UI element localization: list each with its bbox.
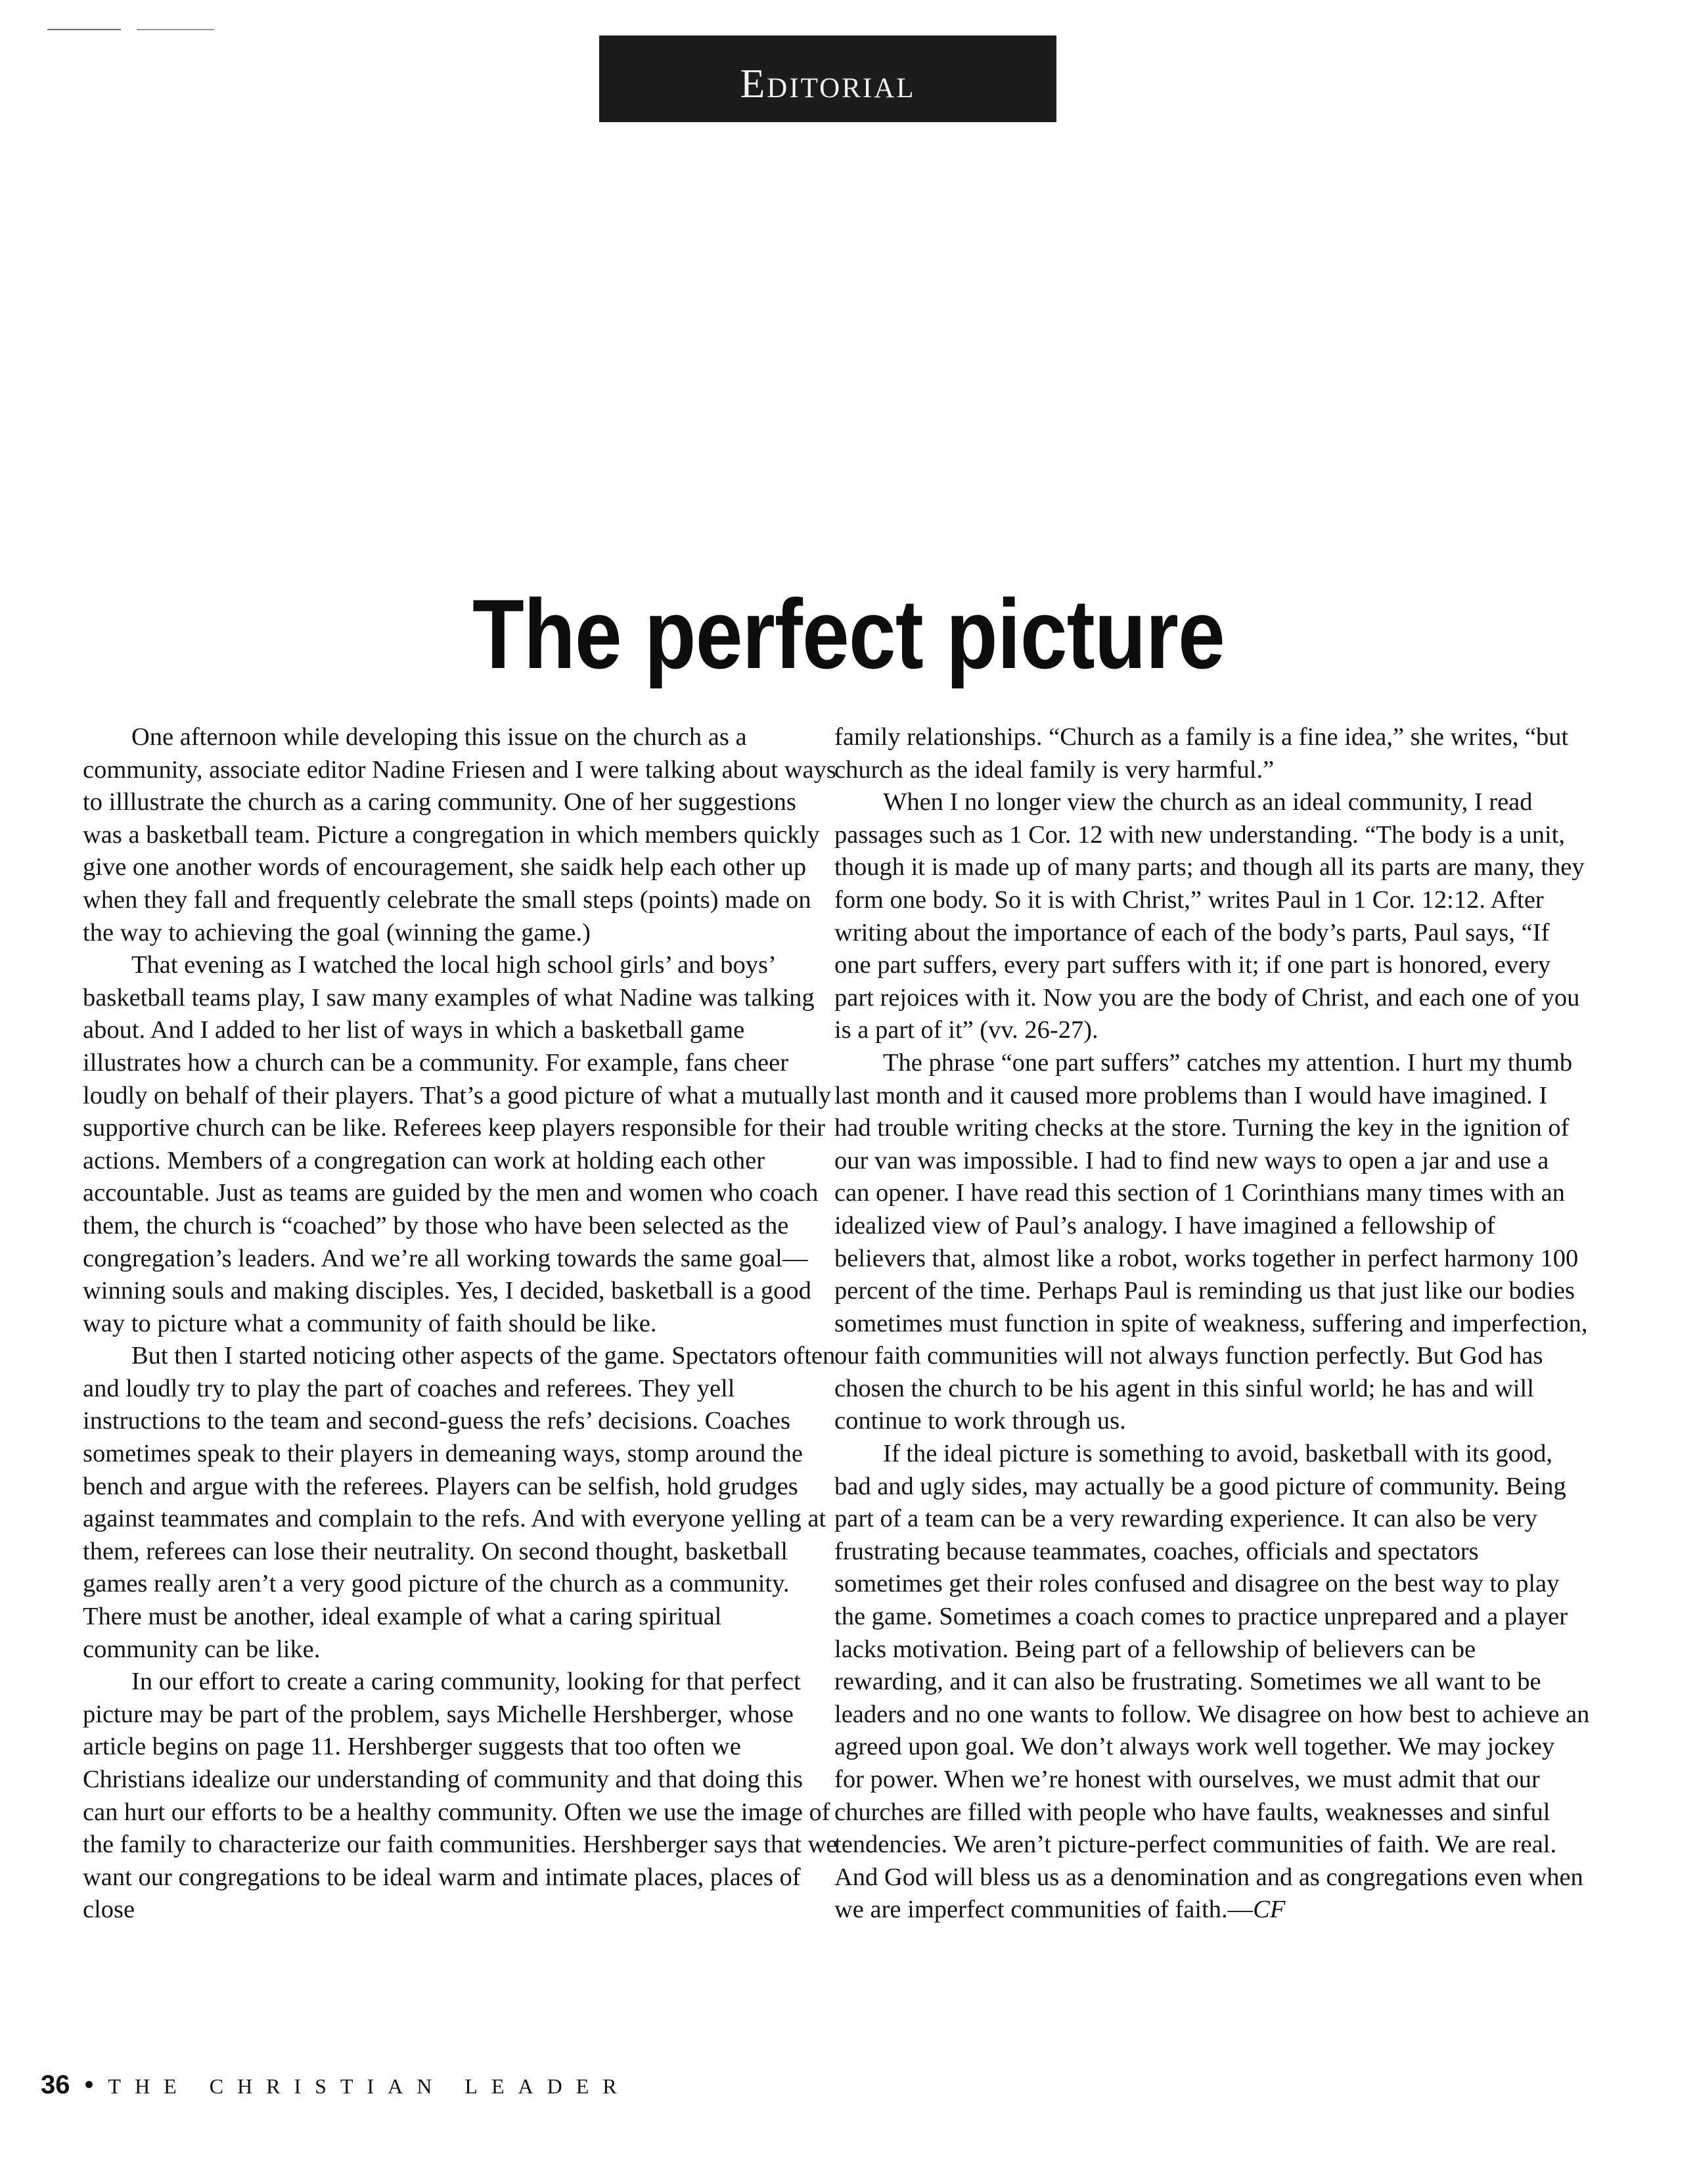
article-paragraph: The phrase “one part suffers” catches my attention. I hurt my thumb last month and it caused more problems than I would have imagined. I had trouble writing checks at the store. Turning the key in the ignition of our van was impossible. I had to find new ways to open a jar and use a can opener. I have read this section of 1 Corinthians many times with an idealized view of Paul’s analogy. I have imagined a fellowship of believers that, almost like a robot, works together in perfect harmony 100 percent of the time. Perhaps Paul is reminding us that just like our bodies sometimes must function in spite of weakness, suffering and imperfection, our faith communities will not always function perfectly. But God has chosen the church to be his agent in this sinful world; he has and will continue to work through us. bbox=[834, 1048, 1588, 1435]
article-paragraph: In our effort to create a caring community, looking for that perfect picture may be part of the problem, says Michelle Hershberger, whose article begins on page 11. Hershberger suggests that too often we Christians idealize our understanding of community and that doing this can hurt our efforts to be a healthy community. Often we use the image of the family to characterize our faith communities. Hershberger says that we want our congregations to be ideal warm and intimate places, places of close bbox=[83, 1668, 838, 1924]
article-paragraph: That evening as I watched the local high school girls’ and boys’ basketball teams play, I saw many examples of what Nadine was talking about. And I added to her list of ways in which a basketball game illustrates how a church can be a community. For example, fans cheer loudly on behalf of their players. That’s a good picture of what a mutually supportive church can be like. Referees keep players responsible for their actions. Members of a congregation can work at holding each other accountable. Just as teams are guided by the men and women who coach them, the church is “coached” by those who have been selected as the congregation’s leaders. And we’re all working towards the same goal—winning souls and making disciples. Yes, I decided, basketball is a good way to picture what a community of faith should be like. bbox=[83, 951, 832, 1337]
section-banner bbox=[599, 35, 1056, 122]
footer-separator: • bbox=[84, 2070, 94, 2099]
article-column-right bbox=[834, 721, 1590, 1927]
article-paragraph: But then I started noticing other aspects of the game. Spectators often and loudly try to play the part of coaches and referees. They yell instructions to the team and second-guess the refs’ decisions. Coaches sometimes speak to their players in demeaning ways, stomp around the bench and argue with the referees. Players can be selfish, hold grudges against teammates and complain to the refs. And with everyone yelling at them, referees can lose their neutrality. On second thought, basketball games really aren’t a very good picture of the church as a community. There must be another, ideal example of what a caring spiritual community can be like. bbox=[83, 1342, 836, 1663]
page-footer bbox=[41, 2070, 631, 2100]
article-paragraph: When I no longer view the church as an ideal community, I read passages such as 1 Cor. 12 with new understanding. “The body is a unit, though it is made up of many parts; and though all its parts are many, they form one body. So it is with Christ,” writes Paul in 1 Cor. 12:12. After writing about the importance of each of the body’s parts, Paul says, “If one part suffers, every part suffers with it; if one part is honored, every part rejoices with it. Now you are the body of Christ, and each one of you is a part of it” (vv. 26-27). bbox=[834, 788, 1585, 1044]
magazine-name: THE CHRISTIAN LEADER bbox=[108, 2074, 631, 2098]
article-column-left bbox=[83, 721, 838, 1927]
page-number: 36 bbox=[41, 2070, 70, 2099]
section-label: Editorial bbox=[740, 62, 916, 106]
top-rule-right bbox=[137, 29, 214, 30]
author-signature: CF bbox=[1253, 1896, 1286, 1924]
article-paragraph: One afternoon while developing this issue on the church as a community, associate editor Nadine Friesen and I were talking about ways to illlustrate the church as a caring community. One of her suggestions was a basketball team. Picture a congregation in which members quickly give one another words of encouragement, she saidk help each other up when they fall and frequently celebrate the small steps (points) made on the way to achieving the goal (winning the game.) bbox=[83, 723, 836, 947]
top-rule-left bbox=[47, 29, 121, 30]
final-paragraph-text: If the ideal picture is something to avoid, basketball with its good, bad and ugly sides, may actually be a good picture of community. Being part of a team can be a very rewarding experience. It can also be very frustrating because teammates, coaches, officials and spectators sometimes get their roles confused and disagree on the best way to play the game. Sometimes a coach comes to practice unprepared and a player lacks motivation. Being part of a fellowship of believers can be rewarding, and it can also be frustrating. Sometimes we all want to be leaders and no one wants to follow. We disagree on how best to achieve an agreed upon goal. We don’t always work well together. We may jockey for power. When we’re honest with ourselves, we must admit that our churches are filled with people who have faults, weaknesses and sinful tendencies. We aren’t picture-perfect communities of faith. We are real. And God will bless us as a denomination and as congregations even when we are imperfect communities of faith.— bbox=[834, 1440, 1590, 1924]
article-paragraph-final bbox=[834, 1438, 1590, 1927]
article-paragraph-continued: family relationships. “Church as a family is a fine idea,” she writes, “but church as the ideal family is very harmful.” bbox=[834, 723, 1569, 784]
article-title: The perfect picture bbox=[472, 579, 1225, 689]
